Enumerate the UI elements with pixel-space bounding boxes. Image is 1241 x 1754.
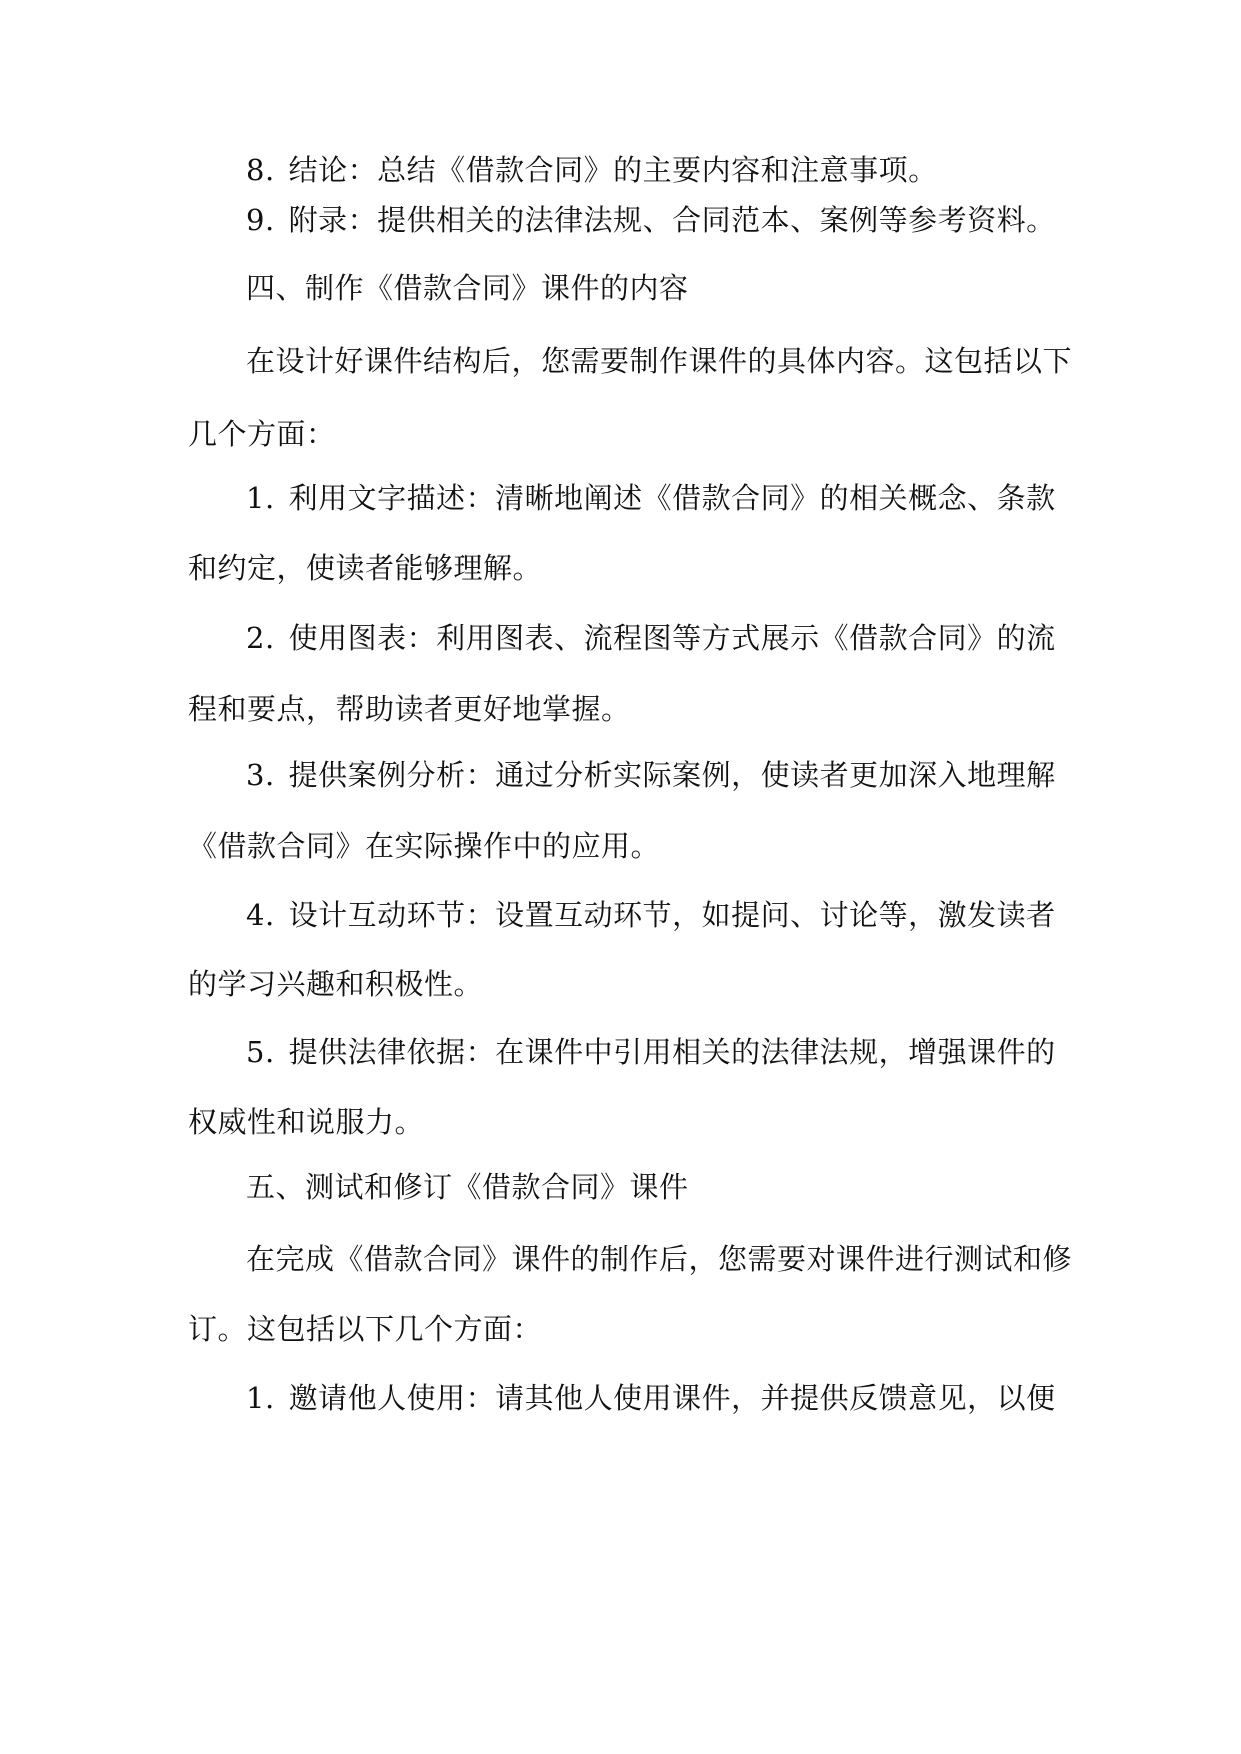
list-item-text: 提供案例分析：通过分析实际案例，使读者更加深入地理解 <box>288 758 1056 792</box>
paragraph-line: 在完成《借款合同》课件的制作后，您需要对课件进行测试和修 <box>246 1242 1073 1276</box>
list-item-text: 利用文字描述：清晰地阐述《借款合同》的相关概念、条款 <box>288 481 1056 515</box>
list-number: 5. <box>246 1035 275 1069</box>
list-item-text: 结论：总结《借款合同》的主要内容和注意事项。 <box>288 153 938 187</box>
paragraph-line: 程和要点，帮助读者更好地掌握。 <box>188 692 631 726</box>
list-number: 9. <box>246 203 275 237</box>
list-item-text: 附录：提供相关的法律法规、合同范本、案例等参考资料。 <box>288 203 1056 237</box>
list-item-3 <box>246 755 1056 795</box>
paragraph-line: 和约定，使读者能够理解。 <box>188 551 543 585</box>
paragraph-line: 权威性和说服力。 <box>188 1105 425 1139</box>
list-item-text: 邀请他人使用：请其他人使用课件，并提供反馈意见，以便 <box>288 1381 1056 1415</box>
list-item-text: 设计互动环节：设置互动环节，如提问、讨论等，激发读者 <box>288 898 1056 932</box>
paragraph-line: 在设计好课件结构后，您需要制作课件的具体内容。这包括以下 <box>246 344 1073 378</box>
list-item-8 <box>246 150 938 190</box>
list-number: 1. <box>246 1381 275 1415</box>
list-item-text: 提供法律依据：在课件中引用相关的法律法规，增强课件的 <box>288 1035 1056 1069</box>
list-number: 4. <box>246 898 275 932</box>
paragraph-line: 《借款合同》在实际操作中的应用。 <box>188 829 661 863</box>
paragraph-line: 的学习兴趣和积极性。 <box>188 967 484 1001</box>
list-item-4 <box>246 895 1056 935</box>
list-number: 8. <box>246 153 275 187</box>
list-item-1 <box>246 1378 1056 1418</box>
list-item-1 <box>246 478 1056 518</box>
list-item-5 <box>246 1032 1056 1072</box>
list-number: 3. <box>246 758 275 792</box>
section-heading-5: 五、测试和修订《借款合同》课件 <box>246 1170 689 1204</box>
list-item-9 <box>246 200 1056 240</box>
paragraph-line: 订。这包括以下几个方面： <box>188 1312 543 1346</box>
section-heading-4: 四、制作《借款合同》课件的内容 <box>246 271 689 305</box>
list-number: 2. <box>246 621 275 655</box>
list-item-2 <box>246 618 1056 658</box>
paragraph-line: 几个方面： <box>188 417 336 451</box>
list-number: 1. <box>246 481 275 515</box>
list-item-text: 使用图表：利用图表、流程图等方式展示《借款合同》的流 <box>288 621 1056 655</box>
